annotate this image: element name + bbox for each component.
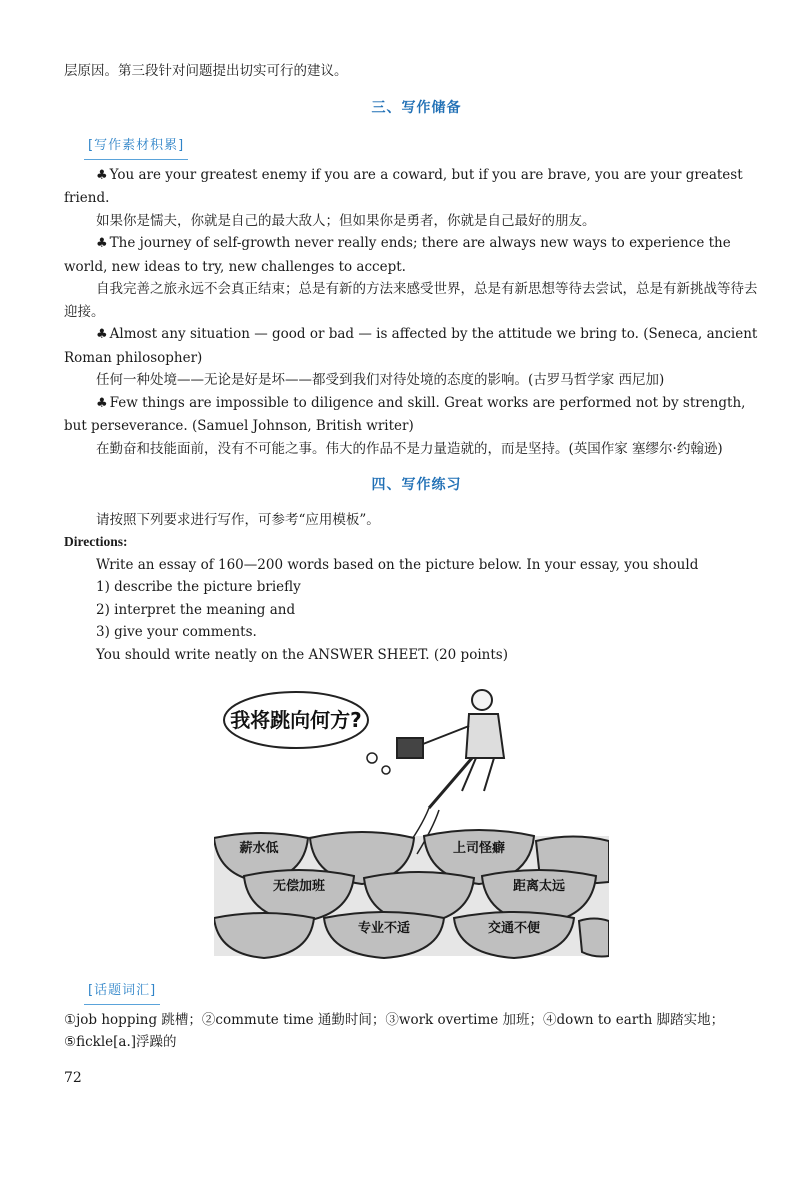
writing-instruction: 请按照下列要求进行写作，可参考“应用模板”。: [96, 511, 380, 528]
job-hopping-cartoon: [214, 686, 609, 966]
club-icon: ♣: [96, 236, 108, 251]
bowl-label-low-salary: 薪水低: [239, 841, 279, 856]
section-4-title: 四、写作练习: [371, 477, 462, 493]
club-icon: ♣: [96, 395, 108, 411]
page-content: [64, 60, 769, 1054]
quote-2-en: ♣ The journey of self-growth never really ends; there are always new ways to experience the world, new ideas to try, new challenges to accept.: [64, 235, 731, 275]
club-icon: ♣: [96, 167, 108, 183]
quote-1-en: ♣ You are your greatest enemy if you are a coward, but if you are brave, you are your greatest friend.: [64, 166, 743, 206]
direction-line-3: 2) interpret the meaning and: [96, 601, 296, 618]
bubble-text: 我将跳向何方?: [230, 708, 362, 732]
section-3-title: 三、写作储备: [371, 99, 462, 116]
page-number: 72: [64, 1070, 82, 1086]
bowl-label-unpaid-overtime: 无偿加班: [272, 879, 326, 894]
vocab-line-1: ①job hopping 跳槽；②commute time 通勤时间；③work overtime 加班；④down to earth 脚踏实地；: [64, 1011, 725, 1028]
bowl-label-major-mismatch: 专业不适: [357, 921, 411, 936]
vocab-line-2: ⑤fickle[a.]浮躁的: [64, 1034, 177, 1050]
club-icon: ♣: [96, 327, 108, 342]
quote-1-zh: 如果你是懦夫，你就是自己的最大敌人；但如果你是勇者，你就是自己最好的朋友。: [96, 212, 596, 229]
bowl-label-boss-quirks: 上司怪癖: [452, 841, 506, 856]
quote-2-zh: 自我完善之旅永远不会真正结束；总是有新的方法来感受世界，总是有新思想等待去尝试，总是有新挑战等待去迎接。: [64, 281, 758, 320]
bowl-label-inconvenient-transport: 交通不便: [487, 921, 541, 936]
direction-line-2: 1) describe the picture briefly: [96, 579, 301, 595]
intro-tail: 层原因。第三段针对问题提出切实可行的建议。: [64, 63, 348, 79]
direction-line-1: Write an essay of 160—200 words based on the picture below. In your essay, you should: [96, 556, 699, 573]
direction-line-4: 3) give your comments.: [96, 624, 257, 640]
quote-3-zh: 任何一种处境——无论是好是坏——都受到我们对待处境的态度的影响。(古罗马哲学家 西尼加): [96, 372, 665, 388]
quote-4-zh: 在勤奋和技能面前，没有不可能之事。伟大的作品不是力量造就的，而是坚持。(英国作家 塞缪尔·约翰逊): [96, 440, 723, 457]
direction-line-5: You should write neatly on the ANSWER SHEET. (20 points): [96, 646, 508, 663]
bowl-label-too-far: 距离太远: [512, 879, 566, 894]
quote-3-en: ♣ Almost any situation — good or bad — is affected by the attitude we bring to. (Seneca, ancient Roman philosopher): [64, 326, 758, 366]
vocab-tag: [话题词汇]: [84, 980, 160, 1005]
material-tag: [写作素材积累]: [84, 135, 188, 160]
directions-label: Directions:: [64, 534, 128, 549]
quote-4-en: ♣ Few things are impossible to diligence and skill. Great works are performed not by strength, but perseverance. (Samuel Johnson, British writer): [64, 394, 746, 434]
